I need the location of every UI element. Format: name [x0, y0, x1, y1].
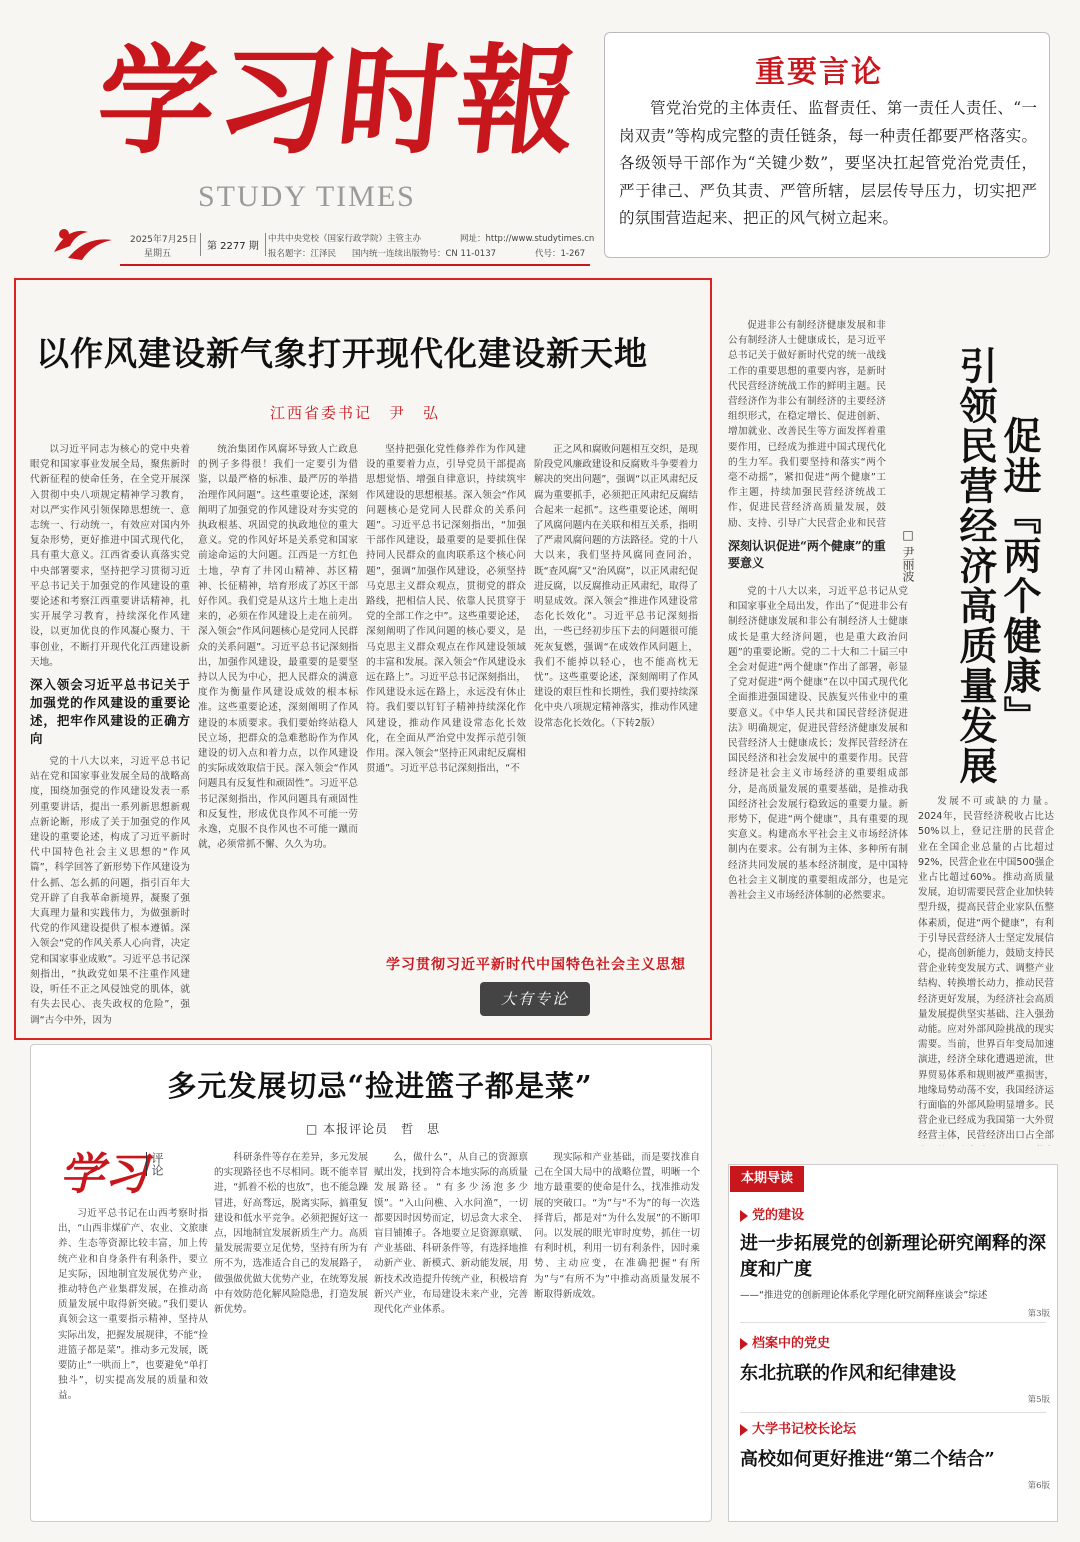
commentary-headline[interactable]: 多元发展切忌“捡进篮子都是菜”: [167, 1069, 593, 1103]
guide-item-1-sub: ——“推进党的创新理论体系化学理化研究阐释座谈会”综述: [740, 1290, 988, 1301]
commentary-para-4: 现实际和产业基础，而是要找准自己在全国大局中的战略位置，明晰一个地方最重要的使命是什么，找准推动发展的突破口。“为”与“不为”的每一次选择背后，都是对“为什么发展”的不断叩问。以发展的眼光审时度势，抓住一切有利时机，利用一切有利条件，因时乘势、主动应变，在准确把握“有所为”与“有所不为”中推动高质量发展不断取得新成效。: [534, 1152, 700, 1300]
guide-item-3-headline: 高校如何更好推进“第二个结合”: [740, 1449, 995, 1470]
lead-article-col-4: [534, 442, 698, 942]
guide-item-2-tag-row: [740, 1332, 1050, 1351]
lead-article-para-3: 统治集团作风腐坏导致人亡政息的例子多得很！我们一定要引为借鉴，以最严格的标准、最严厉的举措治理作风问题”。这些重要论述，深刻阐明了加强党的作风建设对夯实党的执政根基、巩固党的执政地位的重大意义。党的作风好坏是关系党和国家前途命运的大问题。江西是一方红色土地，孕育了井冈山精神、苏区精神、长征精神，培育形成了苏区干部好作风。我们党是从这片土地上走出来的，必须在作风建设上走在前列。深入领会“作风问题核心是党同人民群众的关系问题”。习近平总书记深刻指出，加强作风建设，最重要的是要坚持以人民为中心，把人民群众的满意度作为衡量作风建设成效的根本标准。这些重要论述，深刻阐明了作风建设的本质要求。我们要始终站稳人民立场，把群众的急难愁盼作为作风建设的切入点和着力点，以作风建设的实际成效取信于民。深入领会“作风问题具有反复性和顽固性”。习近平总书记深刻指出，作风问题具有顽固性和反复性，形成优良作风不可能一劳永逸，克服不良作风也不可能一蹴而就，必须常抓不懈、久久为功。: [198, 444, 358, 851]
masthead-website: 网址：http://www.studytimes.cn: [460, 234, 595, 244]
important-remarks-heading: 重要言论: [755, 55, 883, 90]
commentary-logo: 学习: [60, 1149, 148, 1200]
side-article-col-top: [728, 318, 886, 528]
lead-article-para-4: 坚持把强化党性修养作为作风建设的重要着力点，引导党员干部提高思想觉悟、增强自律意识，持续筑牢作风建设的思想根基。深入领会“作风问题核心是党同人民群众的关系问题”。习近平总书记深刻指出，“加强干部作风建设，最重要的是要抓住保持同人民群众的血肉联系这个核心问题”，强调“加强作风建设，必须坚持马克思主义群众观点，贯彻党的群众路线，把相信人民、依靠人民贯穿于党的全部工作之中”。这些重要论述，深刻阐明了作风问题的核心要义，是马克思主义群众观点在作风建设领域的丰富和发展。深入领会“作风建设永远在路上”。习近平总书记深刻指出，作风建设永远在路上，永远没有休止符。我们要以钉钉子精神持续深化作风建设，推动作风建设常态化长效化，在全面从严治党中发挥示范引领作用。深入领会“坚持正风肃纪反腐相贯通”。习近平总书记深刻指出，“不: [366, 444, 526, 775]
masthead-issue: 第 2277 期: [200, 233, 266, 256]
guide-item-3-page: 第6版: [1027, 1481, 1050, 1491]
lead-article-col-3: [366, 442, 526, 1032]
lead-article-col-2: [198, 442, 358, 1032]
side-article-subheading: 深刻认识促进“两个健康”的重要意义: [728, 539, 886, 570]
side-article-para-1: 促进非公有制经济健康发展和非公有制经济人士健康成长，是习近平总书记关于做好新时代党的统一战线工作的重要思想的重要内容，是新时代民营经济统战工作的鲜明主题。民营经济作为非公有制经济的主要经济组织形式，在稳定增长、促进创新、增加就业、改善民生等方面发挥着重要作用，已经成为推进中国式现代化的生力军。我们要坚持和落实“两个毫不动摇”，紧扣促进“两个健康”工作主题，持续加强民营经济统战工作，促进民营经济高质量发展，鼓励、支持、引导广大民营企业和民营: [728, 320, 886, 528]
guide-item-3-tag: 大学书记校长论坛: [752, 1422, 857, 1437]
guide-item-1-page: 第3版: [1027, 1309, 1050, 1319]
lead-article-headline[interactable]: 以作风建设新气象打开现代化建设新天地: [36, 334, 648, 373]
important-remarks-text: 管党治党的主体责任、监督责任、第一责任人责任、“一岗双责”等构成完整的责任链条，每一种责任都要严格落实。各级领导干部作为“关键少数”，要坚决扛起管党治党责任，严于律己、严负其责、严管所辖，层层传导压力，切实把严的氛围营造起来、把正的风气树立起来。: [619, 99, 1037, 227]
arrow-icon: [740, 1424, 748, 1436]
masthead-weekday: 星期五: [144, 249, 172, 259]
commentary-para-1: 习近平总书记在山西考察时指出，“山西非煤矿产、农业、文旅康养、生态等资源比较丰富，加上传统产业和自身条件有利条件，要立足实际，因地制宜发展优势产业，推动特色产业集群发展，在推动高质量发展中取得新突破。”我们要认真领会这一重要指示精神，坚持从实际出发，把握发展规律，不能“捡进篮子都是菜”。推动多元发展，既要防止“一哄而上”，也要避免“单打独斗”，切实提高发展的质量和效益。: [58, 1208, 208, 1402]
commentary-col-4: [534, 1150, 700, 1512]
masthead-title-en: STUDY TIMES: [198, 180, 416, 213]
guide-item-2-headline: 东北抗联的作风和纪律建设: [740, 1363, 956, 1384]
side-article-col-mid: [728, 584, 908, 1134]
guide-divider-1: [740, 1322, 1046, 1323]
masthead-divider: [120, 264, 590, 266]
guide-item-1[interactable]: [740, 1204, 1050, 1319]
masthead-cn-code: 国内统一连续出版物号：CN 11-0137: [352, 249, 497, 259]
theme-banner: 学习贯彻习近平新时代中国特色社会主义思想: [386, 957, 686, 973]
guide-divider-2: [740, 1412, 1046, 1413]
guide-item-3-tag-row: [740, 1418, 1050, 1437]
masthead: [40, 20, 600, 270]
side-article-col-right: [918, 794, 1054, 1146]
guide-item-2[interactable]: [740, 1332, 1050, 1405]
masthead-inscription: 报名题字：江泽民: [268, 249, 337, 259]
theme-seal: 大有专论: [480, 982, 590, 1016]
masthead-sponsor: 中共中央党校（国家行政学院）主管主办: [268, 234, 422, 244]
side-article-headline-2[interactable]: 促进『两个健康』: [997, 416, 1042, 736]
commentary-col-2: [214, 1150, 368, 1512]
commentary-logo-tag: 评论: [146, 1152, 166, 1176]
guide-item-1-headline: 进一步拓展党的创新理论研究阐释的深度和广度: [740, 1233, 1046, 1280]
commentary-col-1: [58, 1206, 208, 1512]
arrow-icon: [740, 1210, 748, 1222]
guide-item-1-tag-row: [740, 1204, 1050, 1223]
side-article-author: □ 尹丽波: [901, 528, 915, 582]
study-times-emblem-icon: [48, 222, 118, 264]
lead-article-para-5: 正之风和腐败问题相互交织，是现阶段党风廉政建设和反腐败斗争要着力解决的突出问题”，强调“以正风肃纪反腐为重要抓手，必须把正风肃纪反腐结合起来一起抓”。这些重要论述，阐明了风腐问题内在关联和相互关系，指明了严肃风腐问题的方法路径。党的十八大以来，我们坚持风腐同查同治，既“查风腐”又“治风腐”，以正风肃纪促进反腐，以反腐推动正风肃纪，取得了明显成效。深入领会“推进作风建设常态化长效化”。习近平总书记深刻指出，一些已经初步压下去的问题很可能死灰复燃，强调“在成效作风问题上，我们不能掉以轻心，也不能高枕无忧”。这些重要论述，深刻阐明了作风建设的艰巨性和长期性，我们要持续深化中央八项规定精神落实，推动作风建设常态化长效化。（下转2版）: [534, 444, 698, 729]
lead-article-subheading: 深入领会习近平总书记关于加强党的作风建设的重要论述，把牢作风建设的正确方向: [30, 677, 190, 747]
commentary-para-3: 么，做什么”，从自己的资源禀赋出发，找到符合本地实际的高质量发展路径。“有多少汤泡多少馍”。“入山问樵、入水问渔”，一切都要因时因势而定，切忌贪大求全、盲目铺摊子。各地要立足资源禀赋、产业基础、科研条件等，有选择地推动新产业、新模式、新动能发展，用新技术改造提升传统产业，积极培育新兴产业，布局建设未来产业，完善现代化产业体系。: [374, 1152, 528, 1316]
commentary-author: □ 本报评论员 哲 思: [306, 1122, 441, 1136]
side-article-headline[interactable]: 引领民营经济高质量发展: [953, 346, 998, 786]
guide-item-2-page: 第5版: [1027, 1395, 1050, 1405]
guide-item-3[interactable]: [740, 1418, 1050, 1491]
lead-article-byline: 江西省委书记 尹 弘: [270, 404, 441, 422]
masthead-title-cn: 学习时報: [90, 31, 586, 170]
side-article-para-2: 党的十八大以来，习近平总书记从党和国家事业全局出发，作出了“促进非公有制经济健康发展和非公有制经济人士健康成长是重大经济问题，也是重大政治问题”的重要论断。党的二十大和二十届三中全会对促进“两个健康”作出了部署，彰显了党对促进“两个健康”在以中国式现代化全面推进强国建设、民族复兴伟业中的重要意义。《中华人民共和国民营经济促进法》明确规定，促进民营经济健康发展和民营经济人士健康成长；发挥民营经济在国民经济和社会发展中的重要作用。民营经济是社会主义市场经济的重要组成部分，是高质量发展的重要基础，是推动我国经济社会发展行稳致远的重要力量。新形势下，促进“两个健康”，具有重要的现实意义。构建高水平社会主义市场经济体制内在要求。公有制为主体、多种所有制经济共同发展的基本经济制度，是中国特色社会主义制度的重要组成部分，也是完善社会主义市场经济体制的必然要求。: [728, 586, 908, 902]
important-remarks-box: [604, 32, 1050, 258]
masthead-date: 2025年7月25日: [130, 235, 198, 245]
guide-title: 本期导读: [730, 1166, 804, 1192]
lead-article-para-2: 党的十八大以来，习近平总书记站在党和国家事业发展全局的战略高度，围绕加强党的作风建设发表一系列重要讲话，提出一系列新思想新观点新论断，形成了关于加强党的作风建设的重要论述，构成了习近平新时代中国特色社会主义思想的“作风篇”，科学回答了新形势下作风建设为什么抓、怎么抓的问题，指引百年大党开辟了自我革命新境界，凝聚了强大真理力量和实践伟力，为做强新时代党的作风建设提供了根本遵循。深入领会“党的作风关系人心向背，决定党和国家事业成败”。习近平总书记深刻指出，“执政党如果不注重作风建设，听任不正之风侵蚀党的肌体，就有失去民心、丧失政权的危险”，强调“古今中外，因为: [30, 756, 190, 1026]
side-article-para-3: 发展不可或缺的力量。2024年，民营经济税收占比达50%以上，登记注册的民营企业在全国企业总量的占比超过92%，民营企业在中国500强企业占比超过60%。推动高质量发展，迫切需要民营企业加快转型升级，提高民营企业家队伍整体素质，促进“两个健康”，有利于引导民营经济人士坚定发展信心，提高创新能力，鼓励支持民营企业转变发展方式、调整产业结构、转换增长动力，推动民营经济更好发展，为经济社会高质量发展提供坚实基础、注入强劲动能。应对外部风险挑战的现实需要。当前，世界百年变局加速演进，经济全球化遭遇逆流，世界贸易体系和规则被严重损害，地缘局势动荡不安，我国经济运行面临的外部风险明显增多。民营企业已经成为我国第一大外贸经营主体，民营经济出口占全部: [918, 796, 1054, 1142]
commentary-col-3: [374, 1150, 528, 1512]
lead-article-para-1: 以习近平同志为核心的党中央着眼党和国家事业发展全局，聚焦新时代新征程的使命任务，在全党开展深入贯彻中央八项规定精神学习教育，对以严实作风引领保障思想统一、意志统一、行动统一，有效应对国内外复杂形势，更好推进中国式现代化，具有重大意义。江西省委认真落实党中央部署要求，坚持把学习贯彻习近平总书记关于加强党的作风建设的重要论述和考察江西重要讲话精神，扎实开展学习教育，持续深化作风建设，以更加优良的作风凝心聚力、干事创业，不断打开现代化江西建设新天地。: [30, 444, 190, 668]
guide-item-1-tag: 党的建设: [752, 1208, 805, 1223]
guide-item-2-tag: 档案中的党史: [752, 1336, 831, 1351]
arrow-icon: [740, 1338, 748, 1350]
commentary-para-2: 科研条件等存在差异，多元发展的实现路径也不尽相同。既不能幸冒进，“抓着不松的也放”，也不能急躁冒进，好高骛远，脱离实际，搞重复建设和低水平竞争。必须把握好这一点，因地制宜发展新质生产力。高质量发展需要立足优势，坚持有所为有所不为，选准适合自己的发展路子，做强做优做大优势产业，在统筹发展中有效防范化解风险隐患，打造发展新优势。: [214, 1152, 368, 1316]
lead-article-col-1: [30, 442, 190, 1032]
masthead-postal-code: 代号：1-267: [535, 249, 586, 259]
